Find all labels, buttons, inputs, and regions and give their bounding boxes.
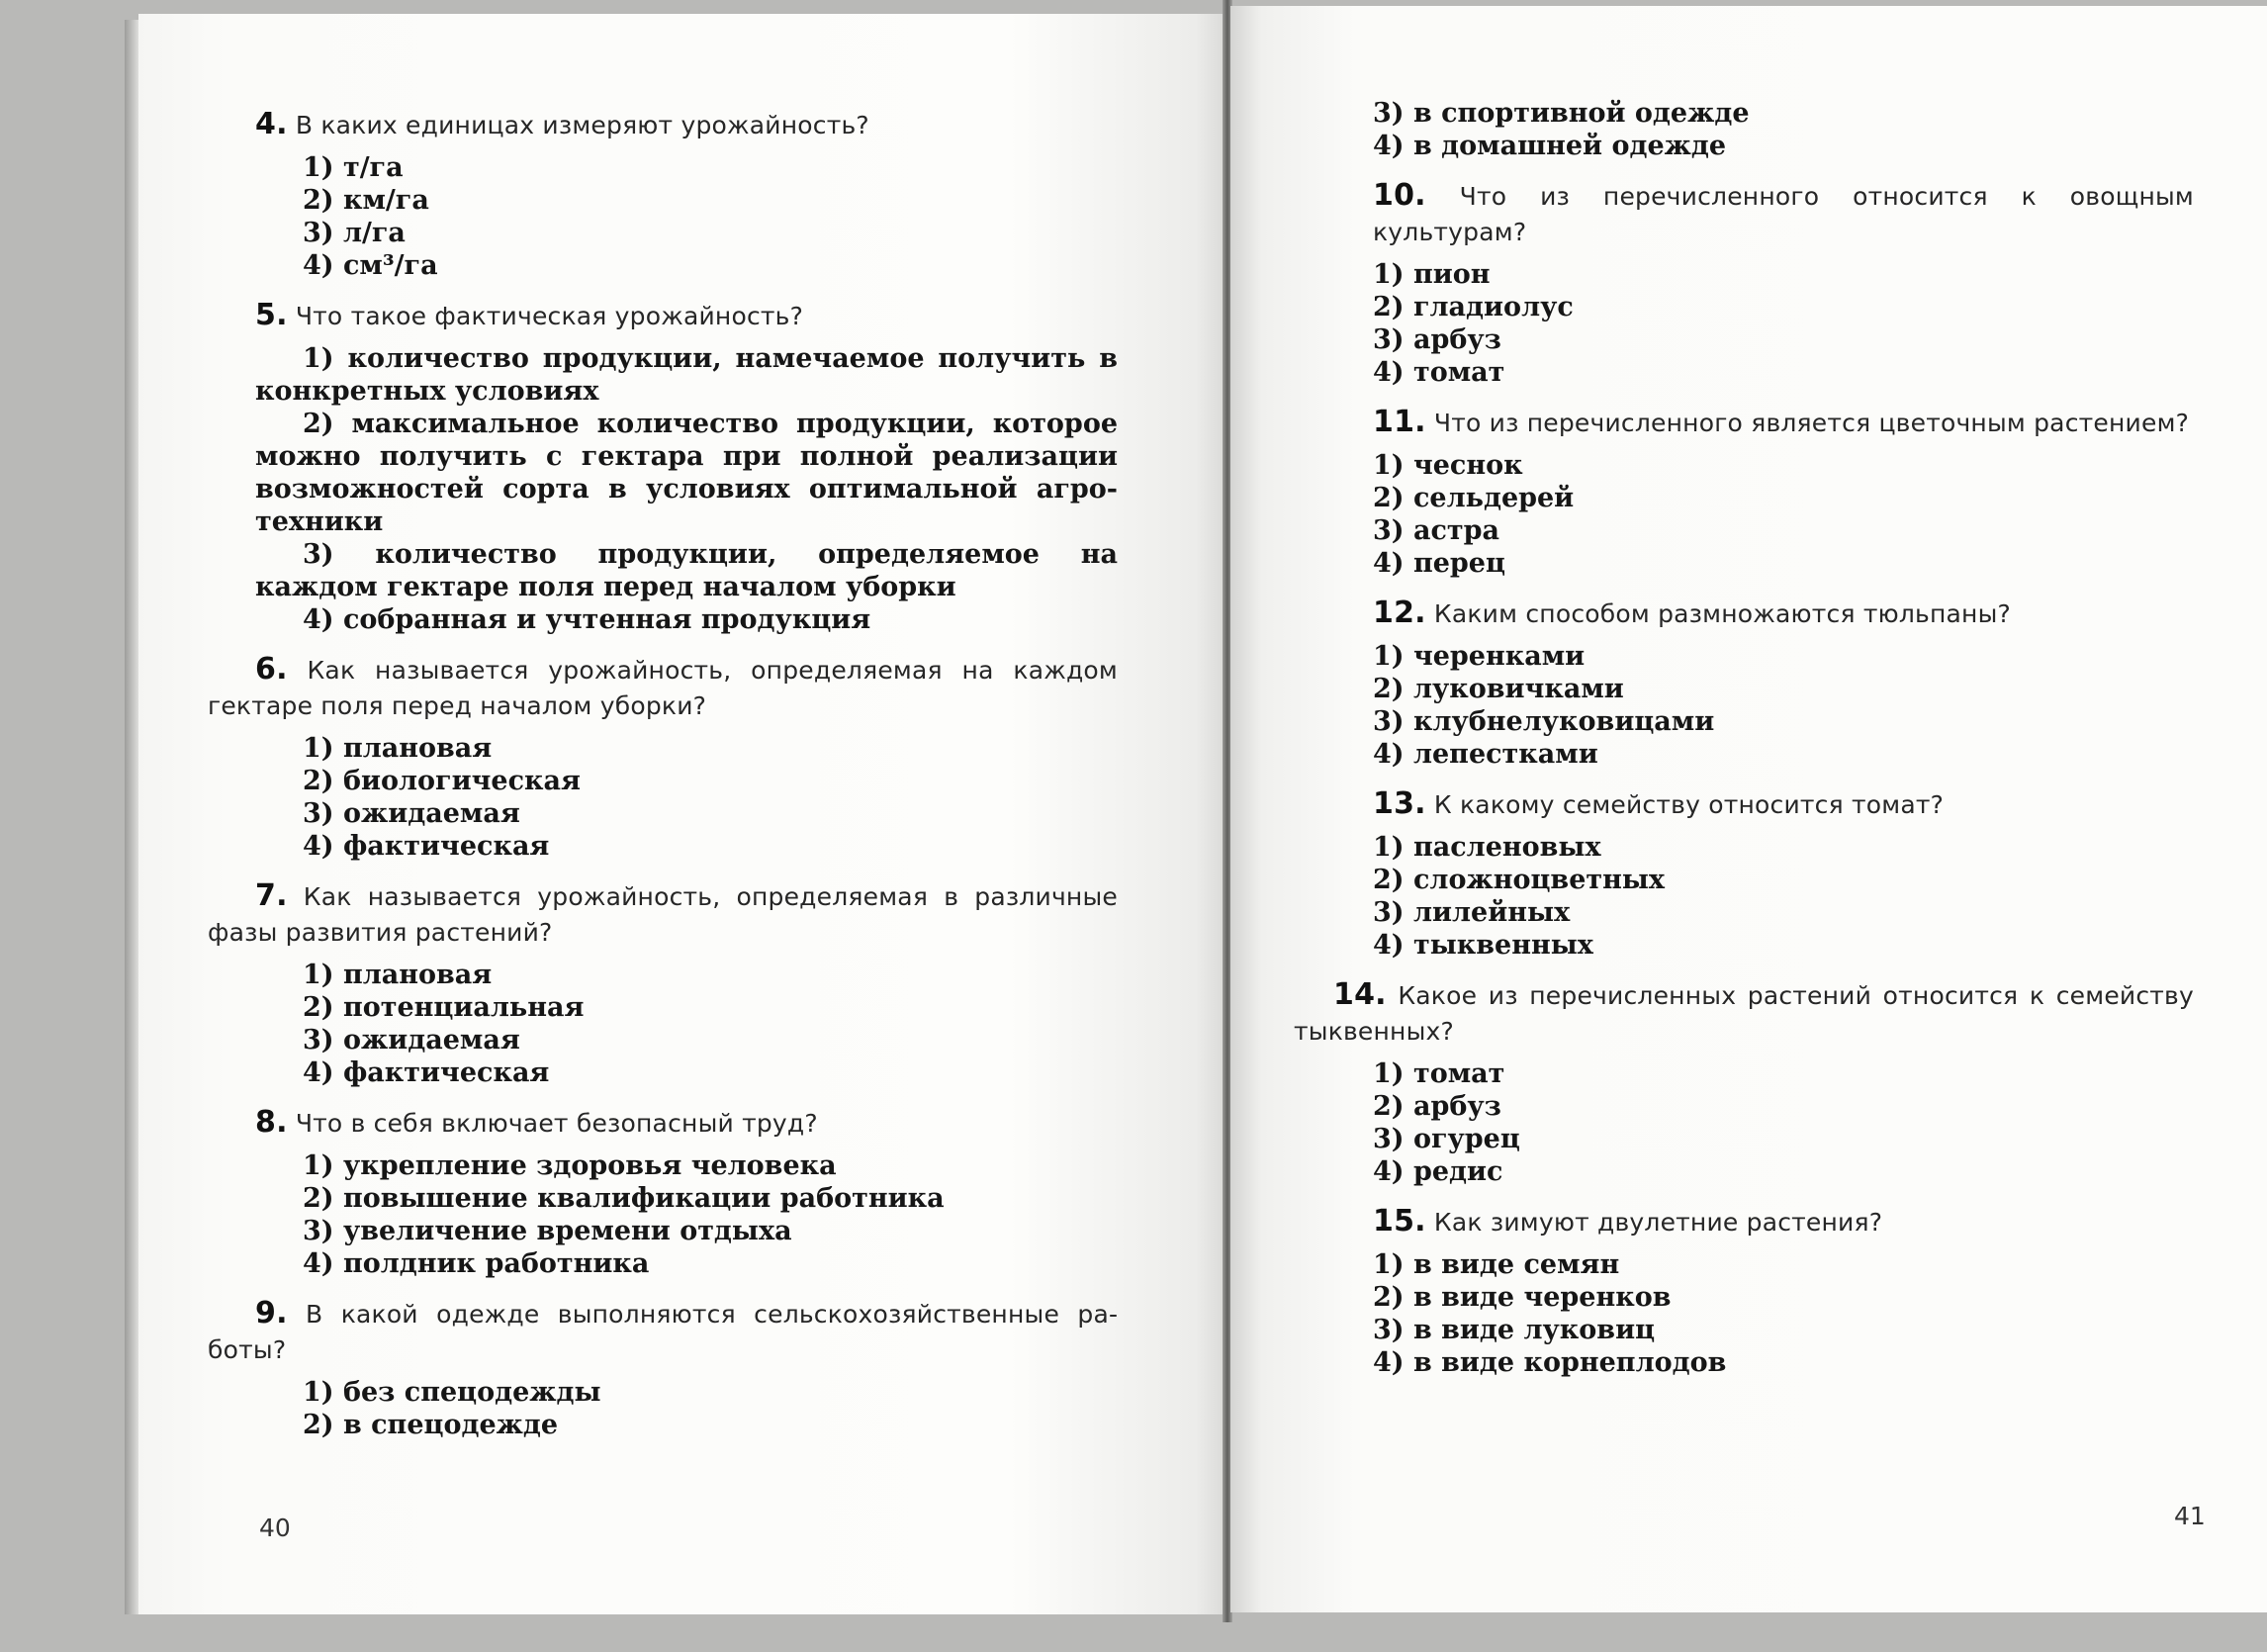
question-text: Каким способом размножаются тюльпаны? [1433,599,2011,628]
answer-options [255,959,1118,1089]
question-number: 10. [1373,178,1426,213]
answer-option[interactable]: 2) км/га [303,185,429,216]
answer-options [255,732,1118,863]
question-11 [1333,405,2194,580]
answer-option[interactable]: 1) черенками [1373,641,1586,672]
answer-option[interactable]: 2) повышение квалификации работника [303,1183,945,1214]
answer-option[interactable]: 1) без спецодежды [303,1377,601,1408]
answer-option[interactable]: 1) плановая [303,960,493,990]
answer-option[interactable]: 3) в виде луковиц [1373,1315,1656,1345]
answer-option[interactable]: 2) луковичками [1373,674,1624,704]
answer-options [255,1149,1118,1280]
answer-option[interactable]: 1) т/га [303,152,404,183]
answer-option[interactable]: 4) в виде корнеплодов [1373,1347,1727,1378]
answer-option[interactable]: 4) собранная и учтенная продукция [303,604,871,635]
question-7 [208,878,1118,1089]
question-text: Как называется урожайность, определяемая на каждом гектаре поля перед началом уборки? [208,656,1118,720]
answer-options [1333,1057,2194,1188]
answer-option[interactable]: 2) потенциальная [303,992,585,1023]
question-text: Какое из перечисленных растений относится к семейству тыквенных? [1294,981,2194,1046]
answer-option[interactable]: 2) максимальное количество продукции, которое можно получить с гектара при полной реализации возможностей сорта в условиях оптимальной агротехники [255,409,1118,537]
answer-option[interactable]: 1) плановая [303,733,493,764]
answer-option[interactable]: 2) сложноцветных [1373,865,1666,895]
answer-options [255,151,1118,282]
answer-option[interactable]: 4) в домашней одежде [1373,131,1727,161]
answer-option[interactable]: 4) полдник работника [303,1248,650,1279]
answer-option[interactable]: 1) в виде семян [1373,1249,1620,1280]
continued-answer-options [1333,97,2194,162]
question-text: В каких единицах измеряют урожайность? [295,111,869,139]
answer-option[interactable]: 3) в спортивной одежде [1373,98,1750,129]
question-text: В какой одежде выполняются сельскохозяйственные работы? [208,1300,1118,1364]
answer-option[interactable]: 4) редис [1373,1156,1503,1187]
question-number: 11. [1373,405,1426,439]
answer-options [1333,1248,2194,1379]
answer-option[interactable]: 3) клубнелуковицами [1373,706,1715,737]
question-text: Как называется урожайность, определяемая в различные фазы развития растений? [208,882,1118,947]
question-text: Что из перечисленного относится к овощным культурам? [1373,182,2194,246]
question-4 [255,107,1118,282]
question-10 [1333,178,2194,389]
answer-option[interactable]: 2) биологическая [303,766,581,796]
question-number: 14. [1333,977,1387,1012]
answer-option[interactable]: 1) чеснок [1373,450,1523,481]
answer-option[interactable]: 3) арбуз [1373,324,1501,355]
answer-option[interactable]: 2) гладиолус [1373,292,1574,322]
answer-options [1333,831,2194,962]
answer-option[interactable]: 4) лепестками [1373,739,1598,770]
page-number-left: 40 [259,1514,291,1542]
answer-options [255,1376,1118,1441]
answer-option[interactable]: 2) в спецодежде [303,1410,559,1440]
answer-option[interactable]: 3) увеличение времени отдыха [303,1216,792,1246]
answer-option[interactable]: 3) ожидаемая [303,1025,520,1055]
question-8 [255,1105,1118,1280]
question-text: Как зимуют двулетние растения? [1433,1208,1883,1237]
question-number: 7. [255,878,288,913]
answer-option[interactable]: 2) в виде черенков [1373,1282,1672,1313]
answer-option[interactable]: 4) тыквенных [1373,930,1593,961]
answer-option[interactable]: 4) см³/га [303,250,438,281]
answer-option[interactable]: 2) сельдерей [1373,483,1575,513]
answer-option[interactable]: 4) томат [1373,357,1505,388]
question-9 [208,1296,1118,1441]
question-6 [208,652,1118,863]
answer-options [1333,640,2194,771]
answer-option[interactable]: 4) перец [1373,548,1505,579]
answer-option[interactable]: 3) лилейных [1373,897,1571,928]
answer-option[interactable]: 1) укрепление здоровья человека [303,1150,837,1181]
answer-options [1333,258,2194,389]
answer-option[interactable]: 3) количество продукции, определяемое на каждом гектаре поля перед началом уборки [255,539,1118,602]
answer-options [255,342,1118,636]
question-12 [1333,596,2194,771]
answer-option[interactable]: 1) пасленовых [1373,832,1601,863]
answer-option[interactable]: 4) фактическая [303,1057,550,1088]
answer-option[interactable]: 3) л/га [303,218,406,248]
answer-option[interactable]: 3) ожидаемая [303,798,520,829]
question-text: К какому семейству относится томат? [1433,790,1945,819]
answer-option[interactable]: 2) арбуз [1373,1091,1501,1122]
answer-options [1333,449,2194,580]
question-text: Что в себя включает безопасный труд? [295,1109,818,1138]
answer-option[interactable]: 1) томат [1373,1058,1505,1089]
answer-option[interactable]: 1) количество продукции, намечаемое получить в конкретных условиях [255,343,1118,407]
question-number: 13. [1373,786,1426,821]
question-number: 15. [1373,1204,1426,1239]
question-15 [1333,1204,2194,1379]
question-number: 5. [255,298,288,332]
question-number: 6. [255,652,288,687]
question-text: Что из перечисленного является цветочным растением? [1433,409,2190,437]
question-5 [255,298,1118,636]
question-14 [1294,977,2194,1188]
answer-option[interactable]: 3) астра [1373,515,1499,546]
question-text: Что такое фактическая урожайность? [295,302,804,330]
answer-option[interactable]: 4) фактическая [303,831,550,862]
question-number: 8. [255,1105,288,1140]
right-page-content [1294,97,2194,1379]
answer-option[interactable]: 1) пион [1373,259,1491,290]
left-page-content [208,107,1118,1441]
answer-option[interactable]: 3) огурец [1373,1124,1520,1154]
question-13 [1333,786,2194,962]
question-number: 4. [255,107,288,141]
page-number-right: 41 [2174,1502,2206,1530]
question-number: 9. [255,1296,288,1331]
question-number: 12. [1373,596,1426,630]
